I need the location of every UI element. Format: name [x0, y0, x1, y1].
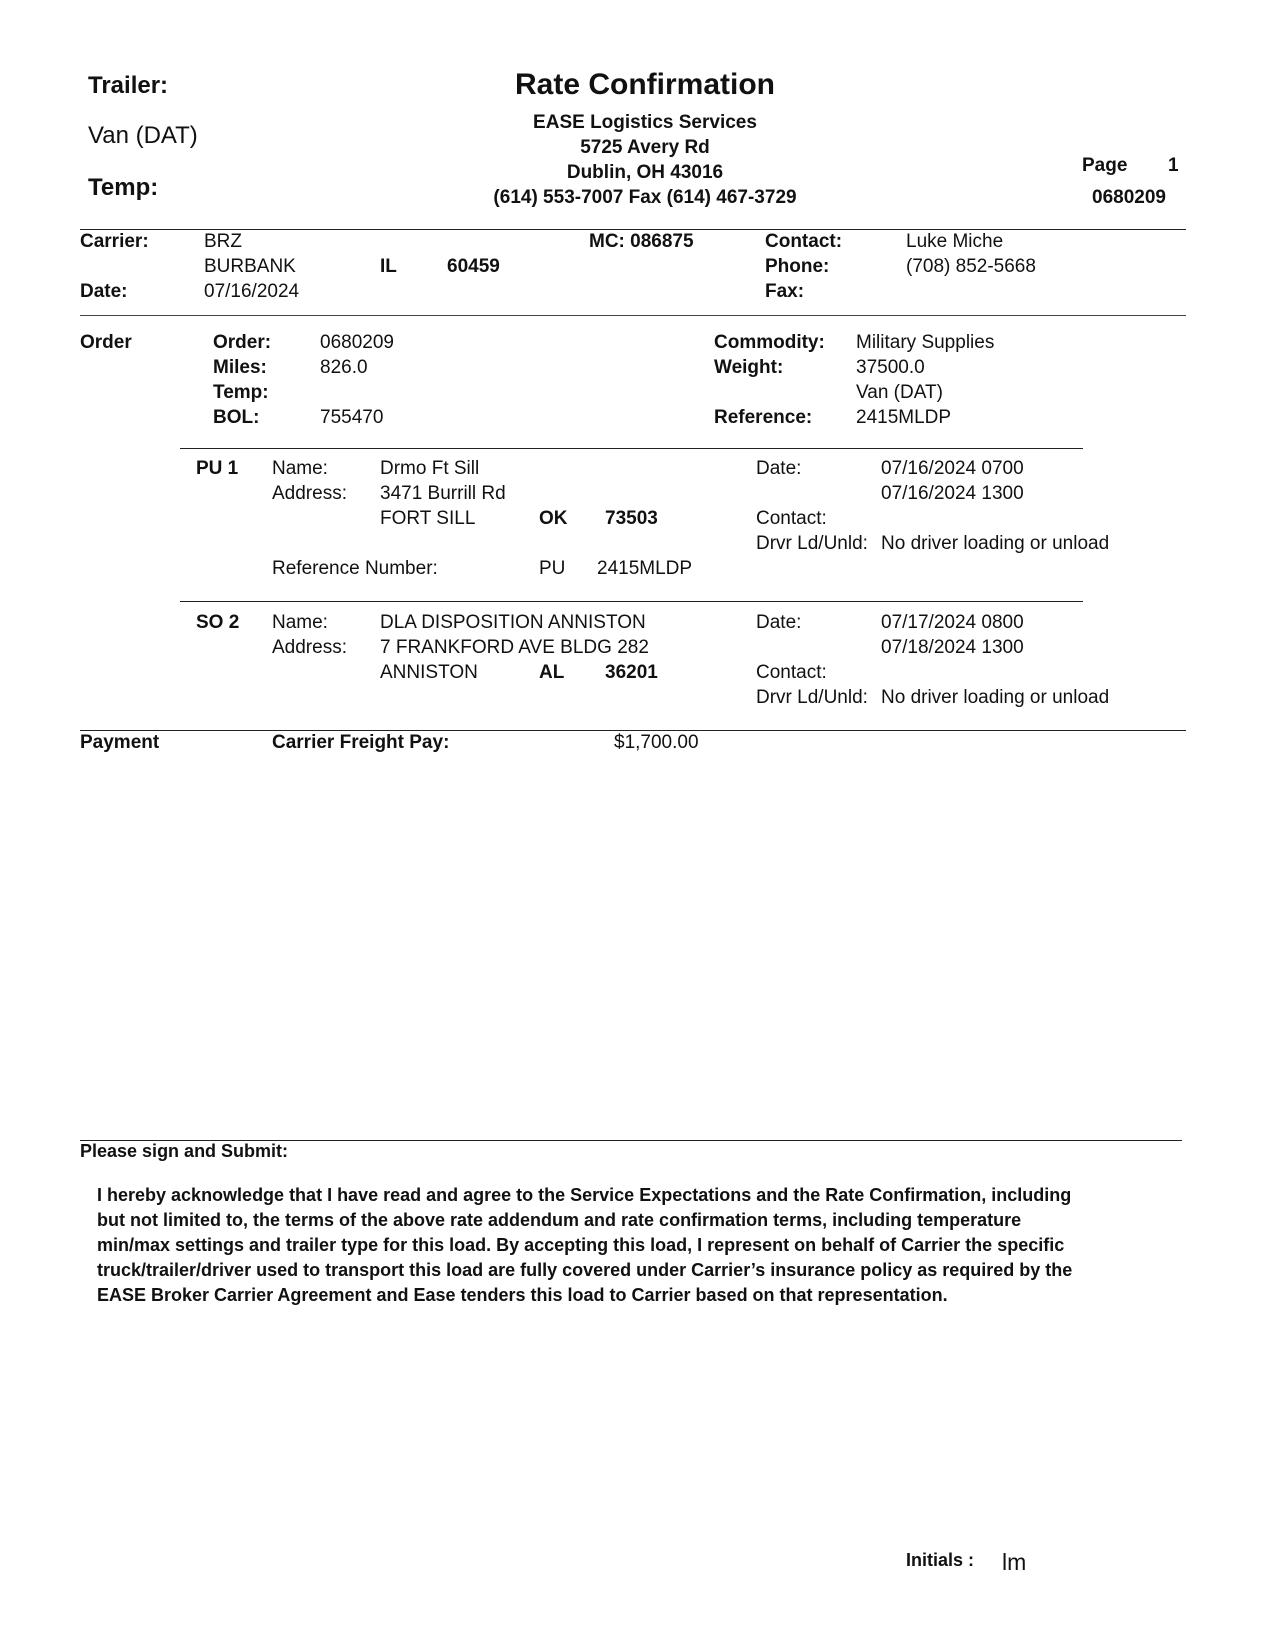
pickup-contact-label: Contact: — [756, 508, 827, 529]
delivery-date-label: Date: — [756, 612, 802, 633]
payment-section-label: Payment — [80, 732, 160, 753]
pickup-state: OK — [539, 508, 568, 529]
company-phone: (614) 553-7007 Fax (614) 467-3729 — [493, 187, 797, 208]
divider-pickup — [180, 448, 1083, 449]
delivery-contact-label: Contact: — [756, 662, 827, 683]
delivery-address-label: Address: — [272, 637, 347, 658]
order-label: Order: — [213, 332, 272, 353]
order-section-label: Order — [80, 332, 132, 353]
trailer-label: Trailer: — [88, 72, 169, 99]
delivery-drvr-label: Drvr Ld/Unld: — [756, 687, 868, 708]
trailer-value: Van (DAT) — [88, 122, 198, 149]
company-city: Dublin, OH 43016 — [566, 162, 724, 183]
pickup-date-to: 07/16/2024 1300 — [881, 483, 1024, 504]
delivery-city: ANNISTON — [380, 662, 478, 683]
divider-delivery — [180, 601, 1083, 602]
delivery-street: 7 FRANKFORD AVE BLDG 282 — [380, 637, 649, 658]
pickup-ref-type: PU — [539, 558, 566, 579]
page-number: 1 — [1168, 155, 1179, 176]
page-title: Rate Confirmation — [514, 68, 775, 101]
commodity-value: Military Supplies — [856, 332, 995, 353]
divider-payment — [80, 730, 1186, 731]
pickup-stop-label: PU 1 — [196, 458, 239, 479]
carrier-date: 07/16/2024 — [204, 281, 300, 302]
acknowledgement-line: truck/trailer/driver used to transport this load are fully covered under Carrier’s insurance policy as required by the — [97, 1260, 1073, 1280]
acknowledgement-line: min/max settings and trailer type for this load. By accepting this load, I represent on behalf of Carrier the specific — [97, 1235, 1065, 1255]
carrier-city: BURBANK — [204, 256, 296, 277]
order-value: 0680209 — [320, 332, 394, 353]
bol-label: BOL: — [213, 407, 260, 428]
company-name: EASE Logistics Services — [533, 112, 757, 133]
pickup-ref-label: Reference Number: — [272, 558, 438, 579]
carrier-date-label: Date: — [80, 281, 128, 302]
fax-label: Fax: — [765, 281, 805, 302]
order-temp-label: Temp: — [213, 382, 269, 403]
miles-value: 826.0 — [320, 357, 368, 378]
pickup-street: 3471 Burrill Rd — [380, 483, 506, 504]
carrier-mc: MC: 086875 — [589, 231, 694, 252]
delivery-stop-label: SO 2 — [196, 612, 240, 633]
company-street: 5725 Avery Rd — [580, 137, 710, 158]
bol-value: 755470 — [320, 407, 384, 428]
pickup-name-label: Name: — [272, 458, 328, 479]
miles-label: Miles: — [213, 357, 267, 378]
temp-label: Temp: — [88, 174, 159, 201]
order-trailer-value: Van (DAT) — [856, 382, 943, 403]
delivery-date-from: 07/17/2024 0800 — [881, 612, 1024, 633]
pickup-drvr-value: No driver loading or unload — [881, 533, 1110, 554]
phone-label: Phone: — [765, 256, 830, 277]
weight-value: 37500.0 — [856, 357, 925, 378]
commodity-label: Commodity: — [714, 332, 825, 353]
delivery-drvr-value: No driver loading or unload — [881, 687, 1110, 708]
divider-carrier — [80, 315, 1186, 316]
carrier-name: BRZ — [204, 231, 242, 252]
carrier-zip: 60459 — [447, 256, 500, 277]
delivery-state: AL — [539, 662, 565, 683]
freight-pay-label: Carrier Freight Pay: — [272, 732, 450, 753]
carrier-state: IL — [380, 256, 397, 277]
weight-label: Weight: — [714, 357, 784, 378]
doc-number: 0680209 — [1092, 187, 1166, 208]
delivery-zip: 36201 — [605, 662, 658, 683]
initials-value: lm — [1002, 1549, 1027, 1575]
acknowledgement-line: I hereby acknowledge that I have read and agree to the Service Expectations and the Rate Confirmation, including — [97, 1185, 1072, 1205]
pickup-zip: 73503 — [605, 508, 658, 529]
pickup-date-label: Date: — [756, 458, 802, 479]
divider-header — [80, 229, 1186, 230]
contact-label: Contact: — [765, 231, 843, 252]
pickup-city: FORT SILL — [380, 508, 476, 529]
pickup-name: Drmo Ft Sill — [380, 458, 480, 479]
initials-label: Initials : — [906, 1550, 975, 1570]
page-label: Page — [1082, 155, 1128, 176]
delivery-name-label: Name: — [272, 612, 328, 633]
reference-label: Reference: — [714, 407, 813, 428]
phone-value: (708) 852-5668 — [906, 256, 1036, 277]
acknowledgement-line: EASE Broker Carrier Agreement and Ease tenders this load to Carrier based on that representation. — [97, 1285, 948, 1305]
pickup-drvr-label: Drvr Ld/Unld: — [756, 533, 868, 554]
acknowledgement-text — [97, 1183, 1197, 1308]
contact-value: Luke Miche — [906, 231, 1004, 252]
pickup-address-label: Address: — [272, 483, 347, 504]
delivery-date-to: 07/18/2024 1300 — [881, 637, 1024, 658]
sign-heading: Please sign and Submit: — [80, 1141, 289, 1161]
reference-value: 2415MLDP — [856, 407, 952, 428]
pickup-ref-value: 2415MLDP — [597, 558, 693, 579]
freight-pay-value: $1,700.00 — [614, 732, 699, 753]
delivery-name: DLA DISPOSITION ANNISTON — [380, 612, 646, 633]
carrier-label: Carrier: — [80, 231, 149, 252]
pickup-date-from: 07/16/2024 0700 — [881, 458, 1024, 479]
acknowledgement-line: but not limited to, the terms of the above rate addendum and rate confirmation terms, including temperature — [97, 1210, 1022, 1230]
